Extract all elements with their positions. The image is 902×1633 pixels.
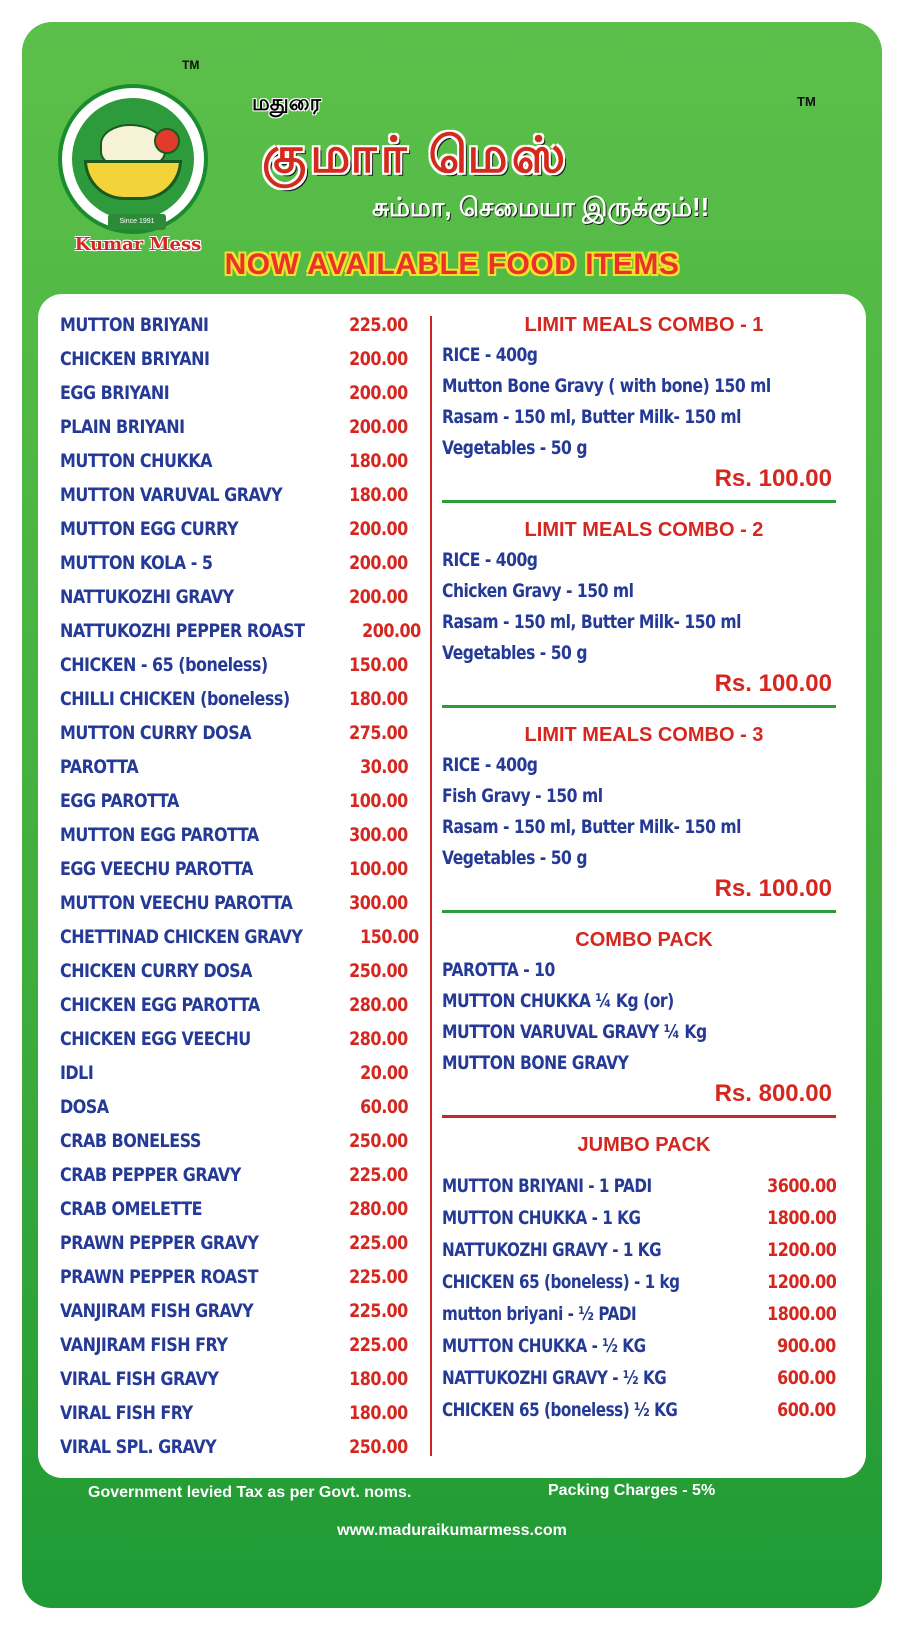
menu-item [60,342,408,376]
since-badge: Since 1991 [108,214,166,230]
menu-item-price: 200.00 [349,518,408,540]
menu-item [60,580,408,614]
menu-item [60,376,408,410]
menu-item [60,1124,408,1158]
packing-note: Packing Charges - 5% [548,1482,716,1499]
jumbo-item [442,1202,846,1234]
combo-line: MUTTON BONE GRAVY [442,1052,629,1074]
menu-item [60,988,408,1022]
brand-city-tamil: மதுரை [252,90,321,115]
jumbo-item-price: 600.00 [777,1399,836,1421]
jumbo-item-price: 1200.00 [766,1271,836,1293]
combo-title: LIMIT MEALS COMBO - 3 [524,724,764,746]
menu-item [60,818,408,852]
menu-item [60,1260,408,1294]
jumbo-item-name: mutton briyani - ½ PADI [442,1303,637,1325]
menu-item [60,1192,408,1226]
brand-name-tamil: குமார் மெஸ் [262,127,570,183]
menu-item-price: 200.00 [349,586,408,608]
menu-item-price: 225.00 [349,1334,408,1356]
jumbo-item [442,1362,846,1394]
menu-item-price: 180.00 [349,484,408,506]
menu-item-name: EGG BRIYANI [60,382,170,404]
jumbo-item [442,1298,846,1330]
jumbo-section [442,1118,846,1426]
combo-line: Vegetables - 50 g [442,847,587,869]
jumbo-item [442,1170,846,1202]
combo-price: Rs. 800.00 [714,1080,832,1107]
menu-item-name: MUTTON VEECHU PAROTTA [60,892,293,914]
menu-item-price: 280.00 [349,1198,408,1220]
combo-line: MUTTON VARUVAL GRAVY ¼ Kg [442,1021,707,1043]
logo-trademark: TM [182,58,200,72]
combo-price: Rs. 100.00 [714,465,832,492]
menu-item-price: 225.00 [349,1300,408,1322]
menu-item-price: 275.00 [349,722,408,744]
menu-item-name: MUTTON BRIYANI [60,314,209,336]
combo-section [442,708,846,913]
jumbo-title: JUMBO PACK [577,1134,711,1156]
menu-item [60,546,408,580]
menu-item-name: CHILLI CHICKEN (boneless) [60,688,290,710]
menu-item-name: IDLI [60,1062,94,1084]
menu-item-price: 30.00 [360,756,408,778]
menu-item-name: PAROTTA [60,756,139,778]
menu-item-price: 150.00 [359,926,419,948]
combo-line: Vegetables - 50 g [442,437,587,459]
menu-item [60,886,408,920]
menu-item-name: CRAB BONELESS [60,1130,201,1152]
menu-item-name: EGG PAROTTA [60,790,179,812]
combo-price: Rs. 100.00 [714,670,832,697]
menu-item-price: 200.00 [362,620,421,642]
brand-tagline-tamil: சும்மா, செமையா இருக்கும்!! [372,192,710,222]
menu-item [60,954,408,988]
jumbo-item-price: 600.00 [777,1367,836,1389]
menu-item-name: VIRAL SPL. GRAVY [60,1436,217,1458]
menu-item [60,444,408,478]
website-url[interactable]: www.maduraikumarmess.com [337,1522,567,1539]
menu-item-name: EGG VEECHU PAROTTA [60,858,254,880]
combo-title: COMBO PACK [575,929,713,951]
menu-item [60,648,408,682]
menu-item-price: 200.00 [349,416,408,438]
combo-section [442,913,846,1118]
combo-line: Mutton Bone Gravy ( with bone) 150 ml [442,375,771,397]
menu-list [60,308,421,1464]
menu-item-name: CHETTINAD CHICKEN GRAVY [60,926,303,948]
menu-item-price: 180.00 [349,1368,408,1390]
menu-item [60,478,408,512]
menu-item [60,716,408,750]
jumbo-item-price: 1800.00 [766,1207,836,1229]
jumbo-item-price: 3600.00 [766,1175,836,1197]
combo-line: Rasam - 150 ml, Butter Milk- 150 ml [442,816,741,838]
tax-note: Government levied Tax as per Govt. noms. [88,1484,412,1501]
menu-item-name: CRAB OMELETTE [60,1198,202,1220]
menu-item [60,410,408,444]
menu-item-price: 200.00 [349,348,408,370]
menu-item [60,1022,408,1056]
combo-section [442,294,846,503]
jumbo-item-name: CHICKEN 65 (boneless) - 1 kg [442,1271,680,1293]
combo-column [442,294,846,1426]
combo-line: RICE - 400g [442,344,538,366]
menu-item [60,1226,408,1260]
jumbo-item-name: MUTTON BRIYANI - 1 PADI [442,1175,652,1197]
jumbo-item-price: 1800.00 [766,1303,836,1325]
menu-item-price: 250.00 [349,960,408,982]
logo-emblem [58,84,208,234]
combo-line: MUTTON CHUKKA ¼ Kg (or) [442,990,674,1012]
menu-item-name: MUTTON CHUKKA [60,450,213,472]
menu-item [60,1294,408,1328]
menu-item-name: DOSA [60,1096,109,1118]
brand-logo [58,62,208,255]
menu-item-name: VIRAL FISH FRY [60,1402,193,1424]
menu-item-price: 150.00 [349,654,408,676]
menu-item-name: NATTUKOZHI PEPPER ROAST [60,620,305,642]
menu-item-name: VANJIRAM FISH FRY [60,1334,228,1356]
jumbo-item-name: MUTTON CHUKKA - ½ KG [442,1335,646,1357]
menu-item-price: 60.00 [360,1096,408,1118]
menu-item-price: 225.00 [349,1232,408,1254]
menu-item-price: 20.00 [360,1062,408,1084]
jumbo-item [442,1330,846,1362]
menu-item [60,682,408,716]
jumbo-item [442,1266,846,1298]
combo-line: Fish Gravy - 150 ml [442,785,603,807]
menu-item-name: CHICKEN - 65 (boneless) [60,654,268,676]
menu-item [60,1396,408,1430]
combo-title: LIMIT MEALS COMBO - 2 [524,519,764,541]
combo-price: Rs. 100.00 [714,875,832,902]
combo-line: RICE - 400g [442,549,538,571]
menu-item [60,1056,408,1090]
menu-item [60,1430,408,1464]
jumbo-item-price: 1200.00 [766,1239,836,1261]
menu-item [60,1090,408,1124]
jumbo-item-name: NATTUKOZHI GRAVY - 1 KG [442,1239,662,1261]
menu-item-name: CHICKEN BRIYANI [60,348,210,370]
menu-item [60,1158,408,1192]
menu-item [60,852,408,886]
jumbo-item-name: NATTUKOZHI GRAVY - ½ KG [442,1367,667,1389]
menu-item-name: MUTTON CURRY DOSA [60,722,252,744]
menu-item-name: MUTTON KOLA - 5 [60,552,213,574]
menu-item-price: 180.00 [349,688,408,710]
menu-item-name: MUTTON VARUVAL GRAVY [60,484,283,506]
jumbo-item-name: MUTTON CHUKKA - 1 KG [442,1207,641,1229]
menu-item [60,1362,408,1396]
menu-item-price: 200.00 [349,382,408,404]
menu-item-name: VANJIRAM FISH GRAVY [60,1300,254,1322]
menu-item-price: 250.00 [349,1130,408,1152]
jumbo-item-price: 900.00 [777,1335,836,1357]
menu-item-price: 225.00 [349,1266,408,1288]
menu-item-name: CHICKEN EGG PAROTTA [60,994,260,1016]
column-divider [430,316,432,1456]
combo-line: Chicken Gravy - 150 ml [442,580,634,602]
menu-item-name: CRAB PEPPER GRAVY [60,1164,241,1186]
combo-title: LIMIT MEALS COMBO - 1 [524,314,764,336]
menu-item-price: 250.00 [349,1436,408,1458]
combo-line: RICE - 400g [442,754,538,776]
menu-item [60,750,408,784]
menu-item-price: 280.00 [349,1028,408,1050]
combo-line: Rasam - 150 ml, Butter Milk- 150 ml [442,611,741,633]
menu-item [60,1328,408,1362]
menu-item [60,784,408,818]
combo-line: Rasam - 150 ml, Butter Milk- 150 ml [442,406,741,428]
menu-item-price: 180.00 [349,450,408,472]
jumbo-item-name: CHICKEN 65 (boneless) ½ KG [442,1399,678,1421]
menu-item-name: CHICKEN CURRY DOSA [60,960,252,982]
combo-line: PAROTTA - 10 [442,959,555,981]
jumbo-item [442,1394,846,1426]
menu-item-price: 100.00 [349,858,408,880]
menu-item-price: 200.00 [349,552,408,574]
menu-item-name: CHICKEN EGG VEECHU [60,1028,251,1050]
menu-item-name: MUTTON EGG CURRY [60,518,239,540]
menu-item-name: PLAIN BRIYANI [60,416,185,438]
jumbo-item [442,1234,846,1266]
menu-card [22,22,882,1608]
menu-item [60,614,421,648]
menu-item-price: 225.00 [349,314,408,336]
combo-section [442,503,846,708]
page-title: NOW AVAILABLE FOOD ITEMS [224,248,680,281]
combo-line: Vegetables - 50 g [442,642,587,664]
menu-item-name: PRAWN PEPPER ROAST [60,1266,258,1288]
menu-item-price: 225.00 [349,1164,408,1186]
menu-item-name: VIRAL FISH GRAVY [60,1368,219,1390]
menu-item [60,512,408,546]
title-trademark: TM [797,94,816,109]
menu-item-price: 100.00 [349,790,408,812]
menu-item-price: 180.00 [349,1402,408,1424]
menu-item-price: 300.00 [349,892,408,914]
menu-item-name: NATTUKOZHI GRAVY [60,586,234,608]
menu-item-name: PRAWN PEPPER GRAVY [60,1232,259,1254]
menu-item-name: MUTTON EGG PAROTTA [60,824,259,846]
brand-name-english: Kumar Mess [74,234,202,255]
menu-item-price: 300.00 [349,824,408,846]
menu-item-price: 280.00 [349,994,408,1016]
menu-item [60,920,419,954]
menu-item [60,308,408,342]
menu-panel [38,294,866,1478]
